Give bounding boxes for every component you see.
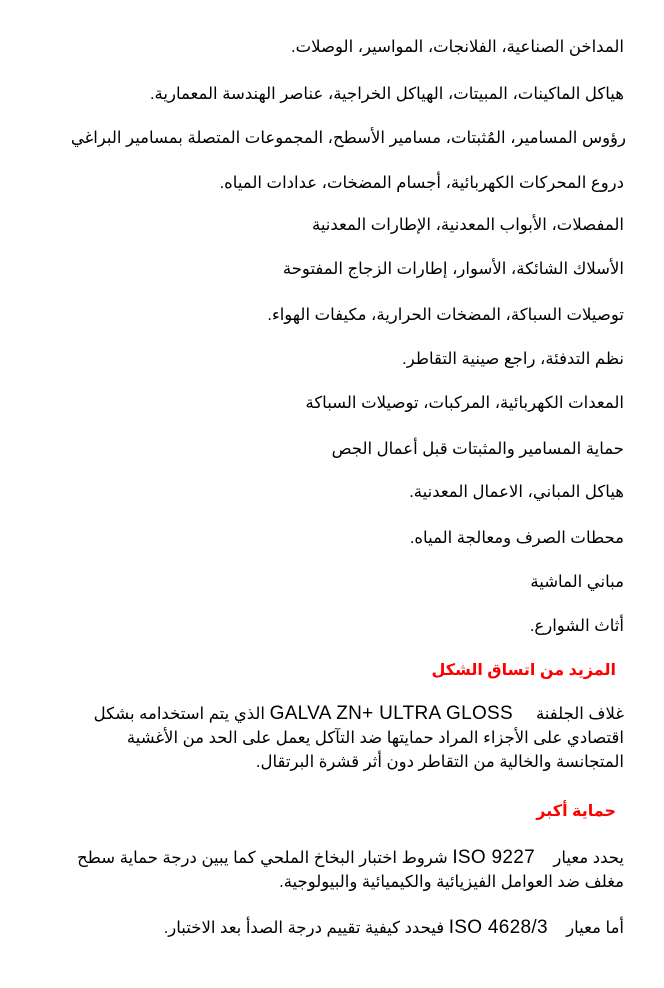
application-item: أثاث الشوارع. [529,617,624,635]
application-item: رؤوس المسامير، المُثبتات، مسامير الأسطح، المجموعات المتصلة بمسامير البراغي [70,129,626,147]
paragraph-line [14,916,624,940]
paragraph-line [14,702,624,726]
application-item: توصيلات السباكة، المضخات الحرارية، مكيفات الهواء. [267,306,624,324]
application-item: حماية المسامير والمثبتات قبل أعمال الجص [331,440,624,458]
application-item: دروع المحركات الكهربائية، أجسام المضخات، عدادات المياه. [219,174,624,192]
text-fragment: فيحدد كيفية تقييم درجة الصدأ بعد الاختبار. [163,919,445,937]
application-item: مباني الماشية [530,573,624,591]
heading-text: المزيد من اتساق الشكل [431,662,616,679]
text-fragment: الذي يتم استخدامه بشكل [93,705,266,723]
application-item: نظم التدفئة، راجع صينية التقاطر. [402,350,624,368]
paragraph-line: اقتصادي على الأجزاء المراد حمايتها ضد التآكل يعمل على الحد من الأغشية [126,729,624,747]
application-item: هياكل المباني، الاعمال المعدنية. [409,483,624,501]
application-item: المعدات الكهربائية، المركبات، توصيلات السباكة [305,394,624,412]
protection-paragraph-2 [14,916,624,940]
product-name: GALVA ZN+ ULTRA GLOSS [269,703,513,724]
application-item: محطات الصرف ومعالجة المياه. [409,529,624,547]
shape-paragraph [14,702,624,774]
paragraph-line: المتجانسة والخالية من التقاطر دون أثر قشرة البرتقال. [255,753,624,771]
application-item: المداخن الصناعية، الفلانجات، المواسير، الوصلات. [291,38,624,56]
section-heading-shape [431,660,616,682]
protection-paragraph-1 [14,846,624,894]
text-fragment: شروط اختبار البخاخ الملحي كما يبين درجة حماية سطح [77,849,448,867]
text-fragment: غلاف الجلفنة [535,705,624,723]
section-heading-protection [536,801,616,823]
application-item: الأسلاك الشائكة، الأسوار، إطارات الزجاج المفتوحة [282,260,624,278]
standard-code: ISO 9227 [452,847,536,868]
text-fragment: يحدد معيار [553,849,624,867]
application-item: هياكل الماكينات، المبيتات، الهياكل الخراجية، عناصر الهندسة المعمارية. [149,85,624,103]
paragraph-line [14,846,624,870]
heading-text: حماية أكبر [536,803,616,820]
text-fragment: أما معيار [566,919,624,937]
standard-code: ISO 4628/3 [448,917,548,938]
application-item: المفصلات، الأبواب المعدنية، الإطارات المعدنية [311,216,624,234]
paragraph-line: مغلف ضد العوامل الفيزيائية والكيميائية والبيولوجية. [279,873,624,891]
